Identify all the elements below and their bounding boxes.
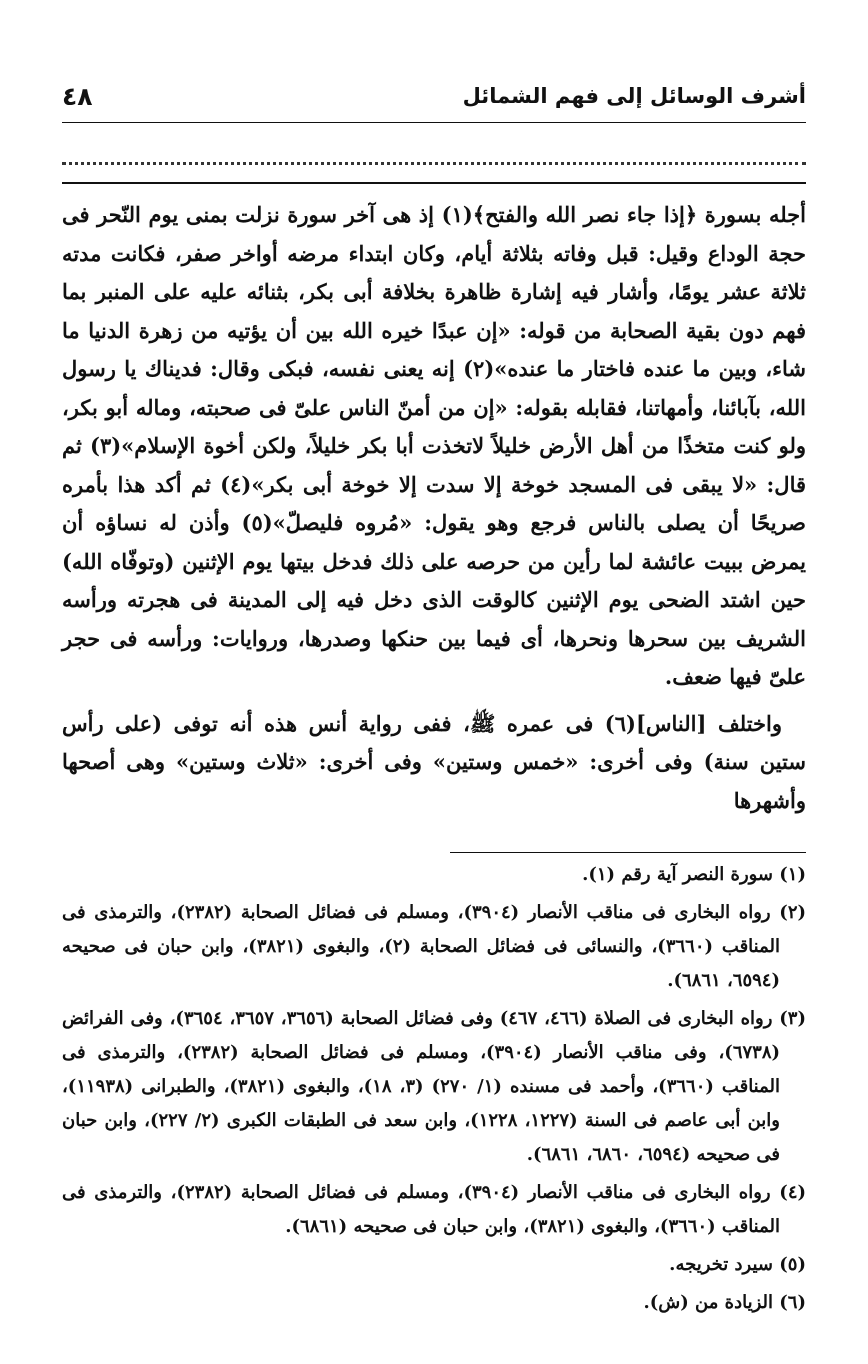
paragraph: أجله بسورة ﴿إذا جاء نصر الله والفتح﴾(١) إذ هى آخر سورة نزلت بمنى يوم النّحر فى حجة الوداع وقيل: قبل وفاته بثلاثة أيام، وكان ابتداء مرضه أواخر صفر، فكانت مدته ثلاثة عشر يومًا، وأشار فيه إشارة ظاهرة بخلافة أبى بكر، بثنائه عليه على المنبر بما فهم دون بقية الصحابة من قوله: «إن عبدًا خيره الله بين أن يؤتيه من زهرة الدنيا ما شاء، وبين ما عنده فاختار ما عنده»(٢) إنه يعنى نفسه، فبكى وقال: فديناك يا رسول الله، بآبائنا، وأمهاتنا، فقابله بقوله: «إن من أمنّ الناس علىّ فى صحبته، وماله أبو بكر، ولو كنت متخذًا من أهل الأرض خليلاً لاتخذت أبا بكر خليلاً، ولكن أخوة الإسلام»(٣) ثم قال: «لا يبقى فى المسجد خوخة إلا سدت إلا خوخة أبى بكر»(٤) ثم أكد هذا بأمره صريحًا أن يصلى بالناس فرجع وهو يقول: «مُروه فليصلّ»(٥) وأذن له نساؤه أن يمرض ببيت عائشة لما رأين من حرصه على ذلك فدخل بيتها يوم الإثنين (وتوفّاه الله) حين اشتد الضحى يوم الإثنين كالوقت الذى دخل فيه إلى المدينة فى هجرته ورأسه الشريف بين سحرها ونحرها، أى فيما بين حنكها وصدرها، وروايات: ورأسه فى حجر علىّ فيها ضعف. bbox=[62, 202, 807, 689]
footnote: (٦) الزيادة من (ش). bbox=[643, 1292, 806, 1313]
footnote-rule bbox=[450, 852, 806, 853]
footnote: (١) سورة النصر آية رقم (١). bbox=[582, 864, 806, 885]
dotted-separator bbox=[62, 148, 806, 165]
footnote: (٢) رواه البخارى فى مناقب الأنصار (٣٩٠٤)، ومسلم فى فضائل الصحابة (٢٣٨٢)، والترمذى فى المناقب (٣٦٦٠)، والنسائى فى فضائل الصحابة (٢)، والبغوى (٣٨٢١)، وابن حبان فى صحيحه (٦٥٩٤، ٦٨٦١). bbox=[62, 902, 807, 991]
footnote: (٥) سيرد تخريجه. bbox=[669, 1254, 806, 1275]
header-rule bbox=[62, 122, 806, 123]
paragraph: واختلف [الناس](٦) فى عمره ﷺ، ففى رواية أنس هذه أنه توفى (على رأس ستين سنة) وفى أخرى: «خمس وستين» وفى أخرى: «ثلاث وستين» وهى أصحها وأشهرها bbox=[62, 710, 806, 813]
footnotes bbox=[62, 858, 806, 1324]
main-text bbox=[62, 196, 806, 820]
footnote: (٣) رواه البخارى فى الصلاة (٤٦٦، ٤٦٧) وفى فضائل الصحابة (٣٦٥٦، ٣٦٥٧، ٣٦٥٤)، وفى الفرائض (٦٧٣٨)، وفى مناقب الأنصار (٣٩٠٤)، ومسلم فى فضائل الصحابة (٢٣٨٢)، والترمذى فى المناقب (٣٦٦٠)، وأحمد فى مسنده (١/ ٢٧٠) (٣، ١٨)، والبغوى (٣٨٢١)، والطبرانى (١١٩٣٨)، وابن أبى عاصم فى السنة (١٢٢٧، ١٢٢٨)، وابن سعد فى الطبقات الكبرى (٢/ ٢٢٧)، وابن حبان فى صحيحه (٦٥٩٤، ٦٨٦٠، ٦٨٦١). bbox=[62, 1008, 806, 1165]
running-head bbox=[62, 76, 806, 116]
running-title: أشرف الوسائل إلى فهم الشمائل bbox=[462, 84, 806, 108]
page-number: ٤٨ bbox=[62, 81, 93, 111]
text-top-rule bbox=[62, 182, 806, 184]
footnote: (٤) رواه البخارى فى مناقب الأنصار (٣٩٠٤)، ومسلم فى فضائل الصحابة (٢٣٨٢)، والترمذى فى المناقب (٣٦٦٠)، والبغوى (٣٨٢١)، وابن حبان فى صحيحه (٦٨٦١). bbox=[62, 1182, 807, 1237]
book-page bbox=[62, 0, 806, 1364]
